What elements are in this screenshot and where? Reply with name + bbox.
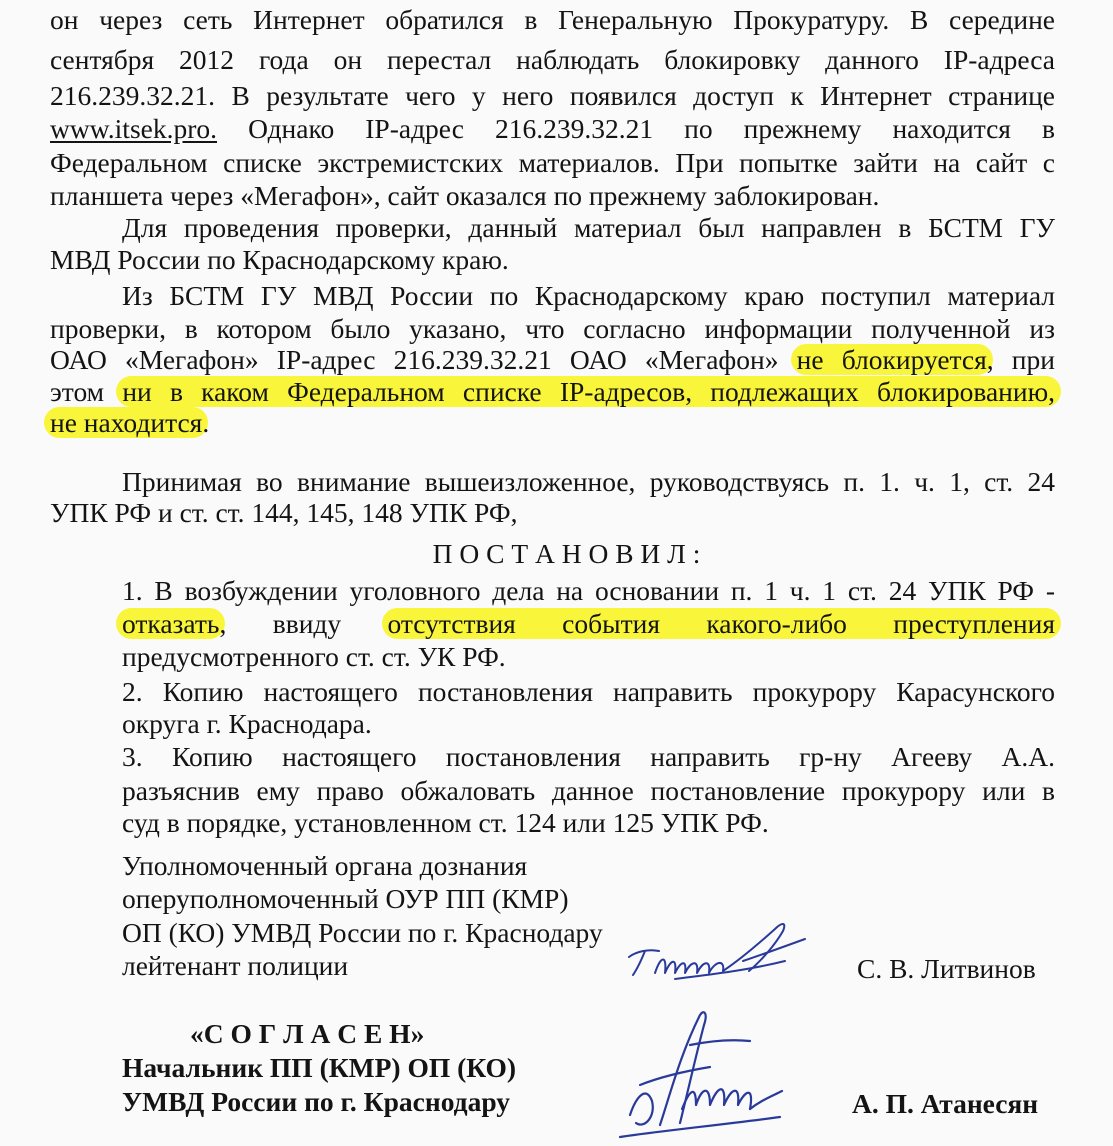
- officer-line2: оперуполномоченный ОУР ПП (КМР): [122, 883, 569, 914]
- para1-line3: 216.239.32.21. В результате чего у него появился доступ к Интернет странице: [50, 80, 1055, 111]
- officer-line3: ОП (КО) УМВД России по г. Краснодару: [122, 917, 603, 948]
- officer-line4: лейтенант полиции: [122, 950, 349, 981]
- para3-line4-start: этом: [50, 376, 105, 407]
- resolved-heading: П О С Т А Н О В И Л :: [432, 538, 701, 569]
- item3-line3: суд в порядке, установленном ст. 124 или 125 УПК РФ.: [122, 807, 769, 838]
- para1-line4-rest: Однако IP-адрес 216.239.32.21 по прежнему находится в: [217, 113, 1055, 144]
- item1-line3: предусмотренного ст. ст. УК РФ.: [122, 641, 506, 672]
- item3-line1: 3. Копию настоящего постановления направить гр-ну Агееву А.А.: [122, 741, 1055, 772]
- site-url[interactable]: www.itsek.pro.: [50, 113, 218, 144]
- item2-line1: 2. Копию настоящего постановления направить прокурору Карасунского: [122, 676, 1055, 707]
- item1-line2-mid: , ввиду: [219, 608, 342, 639]
- officer-name: С. В. Литвинов: [857, 953, 1036, 984]
- officer-signature-icon: [615, 915, 830, 995]
- highlight-federal-list: ни в каком Федеральном списке IP-адресов, подлежащих блокированию,: [116, 376, 1061, 407]
- officer-line1: Уполномоченный органа дознания: [122, 850, 528, 881]
- item1-line2: [122, 608, 1055, 640]
- highlight-no-crime: отсутствия события какого-либо преступления: [382, 608, 1061, 639]
- para4-line1: Принимая во внимание вышеизложенное, руководствуясь п. 1. ч. 1, ст. 24: [122, 466, 1055, 497]
- para1-line6: планшета через «Мегафон», сайт оказался по прежнему заблокирован.: [50, 180, 880, 211]
- approval-line2: УМВД России по г. Краснодару: [122, 1086, 511, 1117]
- para1-line5: Федеральном списке экстремистских материалов. При попытке зайти на сайт с: [50, 147, 1055, 178]
- approval-name: А. П. Атанесян: [852, 1088, 1039, 1119]
- item2-line2: округа г. Краснодара.: [122, 708, 372, 739]
- para2-line1: Для проведения проверки, данный материал был направлен в БСТМ ГУ: [122, 212, 1055, 243]
- para3-line3-start: ОАО «Мегафон» IP-адрес 216.239.32.21 ОАО «Мегафон»: [50, 344, 779, 375]
- approver-signature-icon: [600, 1005, 800, 1143]
- item3-line2: разъяснив ему право обжаловать данное постановление прокурору или в: [122, 775, 1055, 806]
- highlight-not-blocked: не блокируется: [791, 344, 993, 375]
- highlight-refuse: отказать: [116, 608, 225, 639]
- para3-line5: [50, 407, 209, 439]
- para2-line2: МВД России по Краснодарскому краю.: [50, 244, 509, 275]
- para1-line2: сентября 2012 года он перестал наблюдать блокировку данного IP-адреса: [50, 44, 1055, 75]
- approval-line1: Начальник ПП (КМР) ОП (КО): [122, 1052, 517, 1083]
- approval-heading: «С О Г Л А С Е Н»: [190, 1018, 425, 1049]
- item1-line1: 1. В возбуждении уголовного дела на основании п. 1 ч. 1 ст. 24 УПК РФ -: [122, 575, 1055, 606]
- para1-line4: [50, 113, 1055, 145]
- para3-line2: проверки, в котором было указано, что согласно информации полученной из: [50, 313, 1055, 344]
- highlight-not-found: не находится: [44, 407, 208, 438]
- para4-line2: УПК РФ и ст. ст. 144, 145, 148 УПК РФ,: [50, 497, 518, 528]
- para3-line3-end: , при: [986, 344, 1055, 375]
- para3-line5-end: .: [202, 407, 210, 438]
- para1-line1: он через сеть Интернет обратился в Генеральную Прокуратуру. В середине: [50, 4, 1055, 35]
- para3-line4: [50, 376, 1055, 408]
- para3-line3: [50, 344, 1055, 376]
- para3-line1: Из БСТМ ГУ МВД России по Краснодарскому краю поступил материал: [122, 280, 1055, 311]
